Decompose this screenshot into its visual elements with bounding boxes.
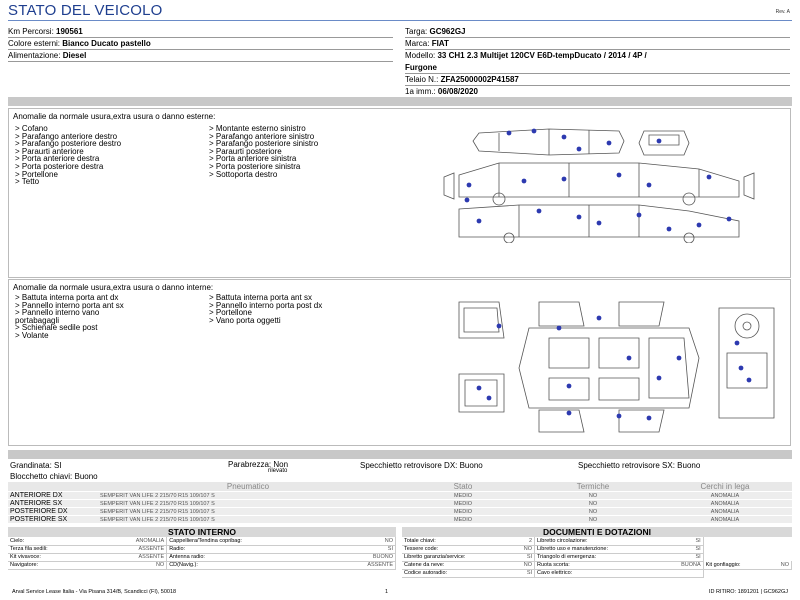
km-row: Km Percorsi: 190561 xyxy=(8,26,393,38)
kv-row xyxy=(8,545,396,553)
external-damage-item: > Porta posteriore sinistra xyxy=(209,161,301,171)
specchietto-dx-status: Specchietto retrovisore DX: Buono xyxy=(360,461,483,470)
tyre-model: SEMPERIT VAN LIFE 2 215/70 R15 109/107 S xyxy=(98,492,398,500)
damage-marker xyxy=(537,209,542,214)
tyre-row xyxy=(8,508,792,516)
damage-marker xyxy=(739,366,744,371)
kv-value: NO xyxy=(513,561,535,569)
kv-value: NO xyxy=(331,537,395,545)
kv-label: Antenna radio: xyxy=(167,553,332,561)
tyre-cerchi: ANOMALIA xyxy=(658,492,792,500)
kv-value: SI xyxy=(662,537,703,545)
damage-marker xyxy=(657,139,662,144)
tyre-header-row xyxy=(8,482,792,492)
damage-marker xyxy=(562,135,567,140)
kv-label: Codice autoradio: xyxy=(402,569,513,577)
kv-label: Libretto circolazione: xyxy=(535,537,663,545)
modello-value: 33 CH1 2.3 Multijet 120CV E6D-tempDucato / 2014 / 4P / xyxy=(437,51,647,60)
kv-label: Cappelliera/Tendina copribag: xyxy=(167,537,332,545)
external-damage-panel xyxy=(8,108,791,278)
tyre-cerchi: ANOMALIA xyxy=(658,516,792,524)
internal-damage-item: > Pannello interno vano xyxy=(15,308,100,318)
immatricolazione-value: 06/08/2020 xyxy=(437,87,478,96)
internal-damage-item: > Pannello interno porta post dx xyxy=(209,300,323,310)
kv-value: NO xyxy=(513,545,535,553)
tyre-row xyxy=(8,500,792,508)
damage-marker xyxy=(677,356,682,361)
tyre-position: POSTERIORE SX xyxy=(8,516,98,524)
footer-company: Arval Service Lease Italia - Via Pisana 314/B, Scandicci (FI), 50018 xyxy=(12,589,177,595)
damage-marker xyxy=(522,179,527,184)
kv-label: Ruota scorta: xyxy=(535,561,663,569)
kv-row xyxy=(402,561,792,569)
tyre-position: POSTERIORE DX xyxy=(8,508,98,516)
tyre-stato: MEDIO xyxy=(398,516,528,524)
external-damage-list-left xyxy=(15,125,215,186)
tyre-cerchi: ANOMALIA xyxy=(658,500,792,508)
external-damage-item: > Porta posteriore destra xyxy=(15,161,104,171)
damage-marker xyxy=(607,141,612,146)
damage-marker xyxy=(617,173,622,178)
external-damage-list-right xyxy=(209,125,409,178)
kv-value: BUONO xyxy=(331,553,395,561)
internal-car-diagram xyxy=(449,298,789,438)
damage-marker xyxy=(465,198,470,203)
kv-label: Radio: xyxy=(167,545,332,553)
kv-label: Catene da neve: xyxy=(402,561,513,569)
damage-marker xyxy=(707,175,712,180)
kv-value: SI xyxy=(331,545,395,553)
tyre-position: ANTERIORE SX xyxy=(8,500,98,508)
marca-row: Marca: FIAT xyxy=(405,38,790,50)
tyre-model: SEMPERIT VAN LIFE 2 215/70 R15 109/107 S xyxy=(98,516,398,524)
external-damage-item: > Porta anteriore sinistra xyxy=(209,154,297,164)
kv-row xyxy=(8,537,396,545)
damage-marker xyxy=(487,396,492,401)
external-damage-item: > Parafango posteriore sinistro xyxy=(209,139,319,149)
modello-row: Modello: 33 CH1 2.3 Multijet 120CV E6D-tempDucato / 2014 / 4P / xyxy=(405,51,647,60)
damage-marker xyxy=(627,356,632,361)
kv-label: Tessere code: xyxy=(402,545,513,553)
revision-label: Rev. A xyxy=(775,9,790,15)
telaio-value: ZFA25000002P41587 xyxy=(440,75,519,84)
kv-label: Navigatore: xyxy=(8,561,97,569)
damage-marker xyxy=(747,378,752,383)
page-title: STATO DEL VEICOLO xyxy=(8,2,163,19)
stato-interno-table xyxy=(8,537,396,570)
kv-label: Terza fila sedili: xyxy=(8,545,97,553)
damage-marker xyxy=(497,324,502,329)
title-divider xyxy=(8,20,792,21)
kv-value: ASSENTE xyxy=(331,561,395,569)
kv-value: ASSENTE xyxy=(97,553,167,561)
vehicle-info-left xyxy=(8,26,393,62)
tyre-header-termiche: Termiche xyxy=(528,482,658,492)
colour-row: Colore esterni: Bianco Ducato pastello xyxy=(8,38,393,50)
internal-damage-list-right xyxy=(209,294,409,324)
internal-damage-item: > Battuta interna porta ant sx xyxy=(209,293,312,302)
tyre-model: SEMPERIT VAN LIFE 2 215/70 R15 109/107 S xyxy=(98,508,398,516)
internal-damage-item: > Portellone xyxy=(209,308,252,318)
kv-label: Kit gonfiaggio: xyxy=(703,561,770,569)
external-damage-item: > Parafango posteriore destro xyxy=(15,139,122,149)
kv-label: Cavo elettrico: xyxy=(535,569,663,577)
internal-damage-item: > Schienale sedile post xyxy=(15,323,98,333)
kv-label: Libretto uso e manutenzione: xyxy=(535,545,663,553)
damage-marker xyxy=(647,416,652,421)
kv-row xyxy=(402,545,792,553)
internal-heading: Anomalie da normale usura,extra usura o danno interne: xyxy=(13,283,214,292)
kv-row xyxy=(402,537,792,545)
tyre-stato: MEDIO xyxy=(398,508,528,516)
tyre-table xyxy=(8,482,792,524)
tyre-termiche: NO xyxy=(528,516,658,524)
external-damage-item: > Porta anteriore destra xyxy=(15,154,100,164)
tyre-row xyxy=(8,516,792,524)
stato-interno-title: STATO INTERNO xyxy=(8,527,396,537)
section-divider-bar-2 xyxy=(8,450,792,459)
kv-row xyxy=(402,569,792,577)
kv-value: ANOMALIA xyxy=(97,537,167,545)
internal-damage-list-left xyxy=(15,294,215,340)
damage-marker xyxy=(597,316,602,321)
damage-marker xyxy=(597,221,602,226)
damage-marker xyxy=(467,183,472,188)
tyre-position: ANTERIORE DX xyxy=(8,492,98,500)
internal-damage-item: > Pannello interno porta ant sx xyxy=(15,300,124,310)
blocchetto-status: Blocchetto chiavi: Buono xyxy=(10,472,98,481)
kv-value: SI xyxy=(662,545,703,553)
immatricolazione-row: 1a imm.: 06/08/2020 xyxy=(405,86,790,98)
tyre-header-pneumatico: Pneumatico xyxy=(98,482,398,492)
kv-label: Triangolo di emergenza: xyxy=(535,553,663,561)
specchietto-sx-status: Specchietto retrovisore SX: Buono xyxy=(578,461,701,470)
external-heading: Anomalie da normale usura,extra usura o danno esterne: xyxy=(13,112,216,121)
tyre-cerchi: ANOMALIA xyxy=(658,508,792,516)
kv-row xyxy=(8,561,396,569)
fuel-value: Diesel xyxy=(62,51,87,60)
tyre-termiche: NO xyxy=(528,508,658,516)
damage-marker xyxy=(477,386,482,391)
kv-row xyxy=(402,553,792,561)
tyre-termiche: NO xyxy=(528,492,658,500)
tyre-row xyxy=(8,492,792,500)
internal-damage-item: > Vano porta oggetti xyxy=(209,315,281,325)
external-damage-item: > Parafango anteriore destro xyxy=(15,131,118,141)
external-damage-item: > Portellone xyxy=(15,169,58,179)
kv-value: 2 xyxy=(513,537,535,545)
damage-marker xyxy=(667,227,672,232)
kv-value: SI xyxy=(513,553,535,561)
kv-row xyxy=(8,553,396,561)
kv-value: SI xyxy=(513,569,535,577)
colour-value: Bianco Ducato pastello xyxy=(62,39,151,48)
tyre-stato: MEDIO xyxy=(398,492,528,500)
kv-label: CD(Navig.): xyxy=(167,561,332,569)
damage-marker xyxy=(735,341,740,346)
damage-marker xyxy=(532,129,537,134)
vehicle-info-right xyxy=(405,26,790,98)
tyre-stato: MEDIO xyxy=(398,500,528,508)
external-damage-item: > Parafango anteriore sinistro xyxy=(209,131,315,141)
damage-marker xyxy=(557,326,562,331)
damage-marker xyxy=(562,177,567,182)
damage-marker xyxy=(647,183,652,188)
damage-marker xyxy=(697,223,702,228)
grandinata-status: Grandinata: SI xyxy=(10,461,62,470)
footer-page-number: 1 xyxy=(385,589,389,595)
external-damage-item: > Paraurti posteriore xyxy=(209,146,282,156)
targa-value: GC962GJ xyxy=(429,27,466,36)
internal-damage-panel xyxy=(8,279,791,446)
tyre-termiche: NO xyxy=(528,500,658,508)
stato-interno-section xyxy=(8,527,396,570)
damage-marker xyxy=(617,414,622,419)
kv-label: Cielo: xyxy=(8,537,97,545)
documenti-title: DOCUMENTI E DOTAZIONI xyxy=(402,527,792,537)
kv-value: ASSENTE xyxy=(97,545,167,553)
kv-label: Libretto garanzia/service: xyxy=(402,553,513,561)
kv-value: SI xyxy=(662,553,703,561)
section-divider-bar xyxy=(8,97,792,106)
kv-value: NO xyxy=(770,561,792,569)
tyre-model: SEMPERIT VAN LIFE 2 215/70 R15 109/107 S xyxy=(98,500,398,508)
kv-value: BUONA xyxy=(662,561,703,569)
external-damage-item: > Cofano xyxy=(15,124,48,133)
damage-marker xyxy=(567,411,572,416)
internal-damage-item: > Battuta interna porta ant dx xyxy=(15,293,119,302)
documenti-section xyxy=(402,527,792,578)
tyre-header-cerchi: Cerchi in lega xyxy=(658,482,792,492)
marca-value: FIAT xyxy=(431,39,449,48)
footer-id: ID RITIRO: 1891201 | GC962GJ xyxy=(708,589,788,595)
tyre-header-stato: Stato xyxy=(398,482,528,492)
external-damage-item: > Paraurti anteriore xyxy=(15,146,84,156)
km-value: 190561 xyxy=(56,27,83,36)
kv-value xyxy=(662,569,703,577)
external-damage-item: > Tetto xyxy=(15,177,40,187)
internal-damage-item: > Volante xyxy=(15,330,49,340)
damage-marker xyxy=(727,217,732,222)
documenti-table xyxy=(402,537,792,578)
damage-marker xyxy=(507,131,512,136)
parabrezza-status: Parabrezza: Non rilevato xyxy=(228,460,289,474)
damage-marker xyxy=(577,215,582,220)
damage-marker xyxy=(577,147,582,152)
damage-marker xyxy=(657,376,662,381)
internal-damage-item: portabagagli xyxy=(15,315,60,325)
external-damage-item: > Montante esterno sinistro xyxy=(209,124,306,133)
kv-value: NO xyxy=(97,561,167,569)
damage-marker xyxy=(637,213,642,218)
telaio-row: Telaio N.: ZFA25000002P41587 xyxy=(405,74,790,86)
kv-label: Kit vivavoce: xyxy=(8,553,97,561)
kv-label: Totale chiavi: xyxy=(402,537,513,545)
damage-marker xyxy=(567,384,572,389)
external-damage-item: > Sottoporta destro xyxy=(209,169,278,179)
modello-row-2: Furgone xyxy=(405,62,790,74)
fuel-row: Alimentazione: Diesel xyxy=(8,50,393,62)
external-car-diagram xyxy=(439,125,759,243)
targa-row: Targa: GC962GJ xyxy=(405,26,790,38)
damage-marker xyxy=(477,219,482,224)
